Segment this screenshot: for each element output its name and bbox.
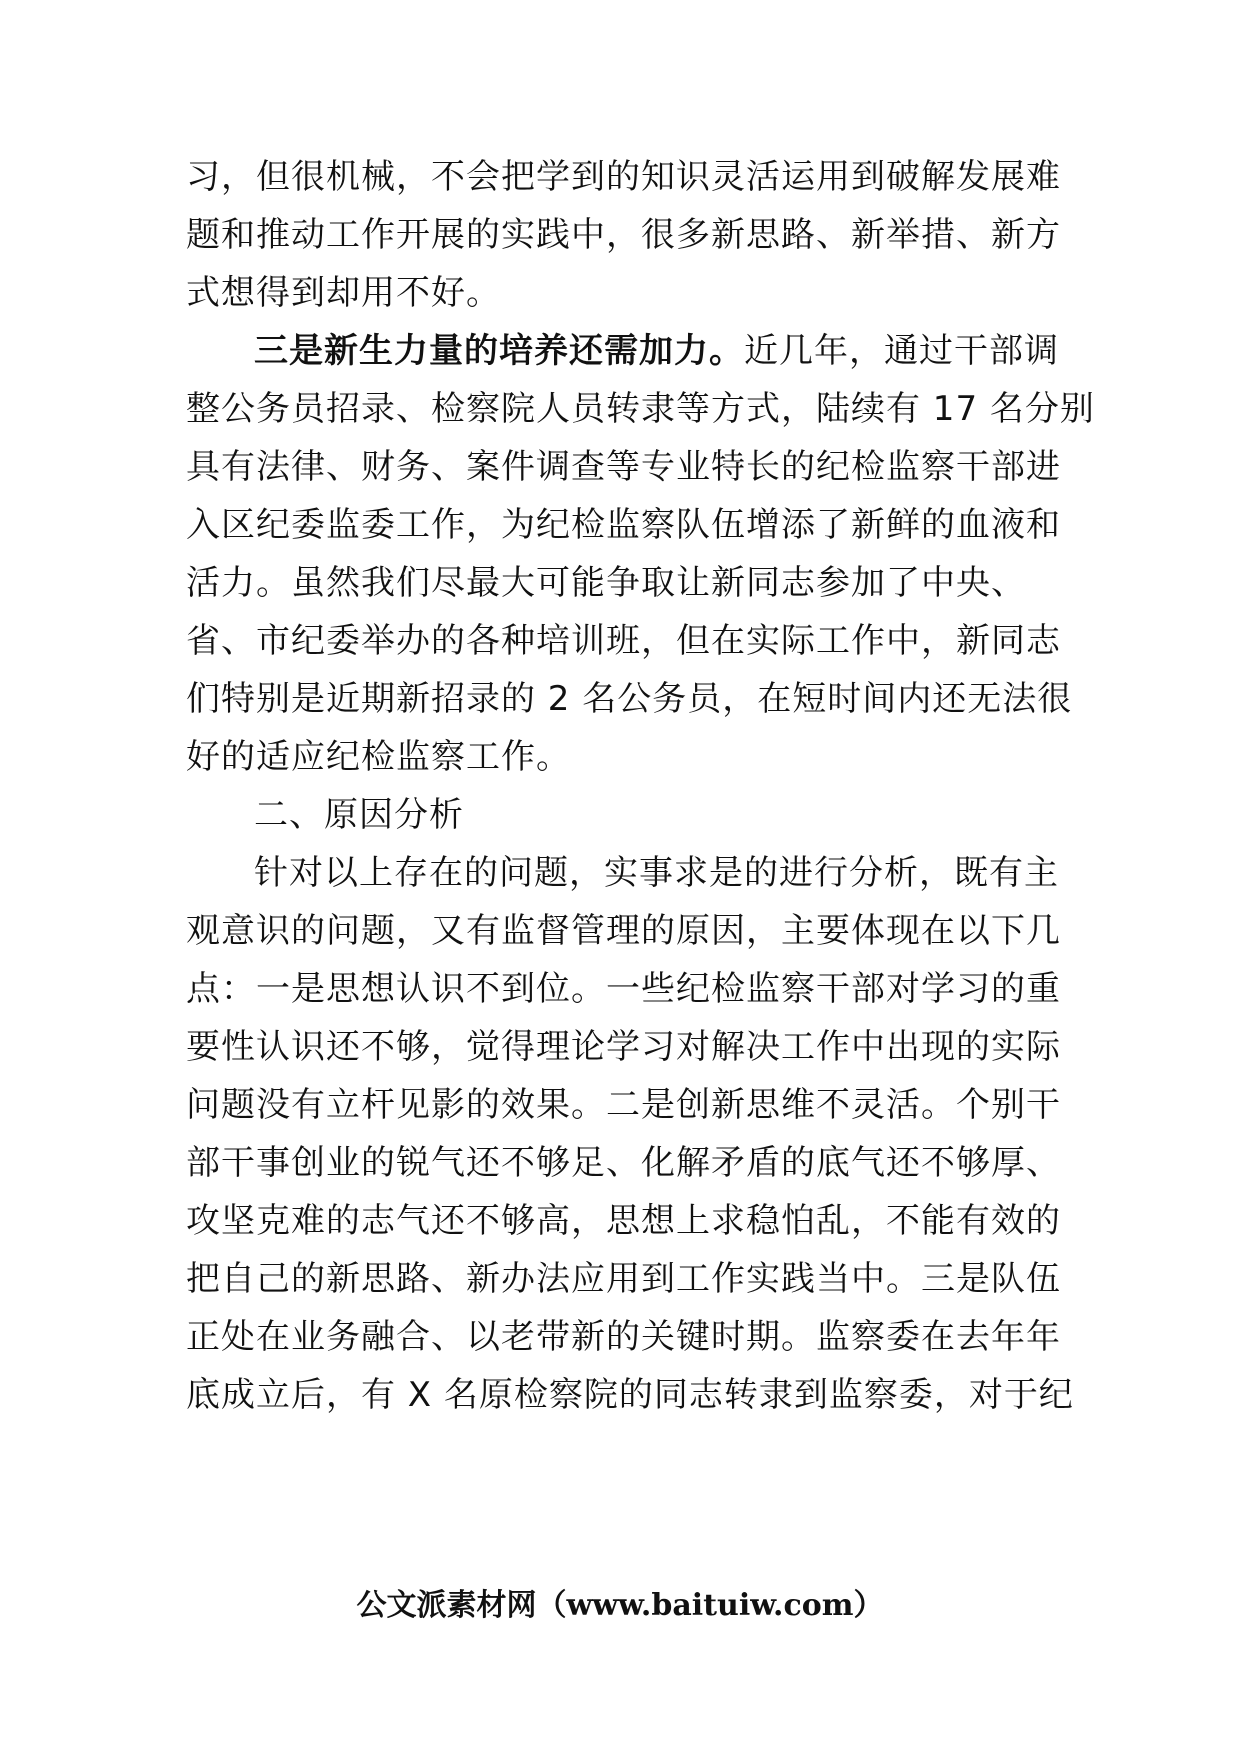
- paragraph-line: 点：一是思想认识不到位。一些纪检监察干部对学习的重: [186, 969, 1061, 1009]
- paragraph-line: 正处在业务融合、以老带新的关键时期。监察委在去年年: [186, 1317, 1061, 1357]
- paragraph-line: 习，但很机械，不会把学到的知识灵活运用到破解发展难: [186, 157, 1061, 197]
- paragraph-text: 近几年，通过干部调: [744, 331, 1059, 371]
- paragraph-line: 入区纪委监委工作，为纪检监察队伍增添了新鲜的血液和: [186, 505, 1061, 545]
- paragraph-line: 针对以上存在的问题，实事求是的进行分析，既有主: [254, 853, 1059, 893]
- section-heading: 二、原因分析: [254, 795, 464, 835]
- paragraph-line: 攻坚克难的志气还不够高，思想上求稳怕乱，不能有效的: [186, 1201, 1061, 1241]
- paragraph-line: 底成立后，有 X 名原检察院的同志转隶到监察委，对于纪: [186, 1375, 1074, 1415]
- paragraph-line: 省、市纪委举办的各种培训班，但在实际工作中，新同志: [186, 621, 1061, 661]
- paragraph-line: 们特别是近期新招录的 2 名公务员，在短时间内还无法很: [186, 679, 1073, 719]
- paragraph-line: 观意识的问题，又有监督管理的原因，主要体现在以下几: [186, 911, 1061, 951]
- paragraph-lead-bold: 三是新生力量的培养还需加力。: [254, 331, 744, 371]
- paragraph-line: 把自己的新思路、新办法应用到工作实践当中。三是队伍: [186, 1259, 1061, 1299]
- paragraph-line: 整公务员招录、检察院人员转隶等方式，陆续有 17 名分别: [186, 389, 1095, 429]
- paragraph-line: 题和推动工作开展的实践中，很多新思路、新举措、新方: [186, 215, 1061, 255]
- paragraph-line: 要性认识还不够，觉得理论学习对解决工作中出现的实际: [186, 1027, 1061, 1067]
- paragraph-line: 具有法律、财务、案件调查等专业特长的纪检监察干部进: [186, 447, 1061, 487]
- paragraph-line: 活力。虽然我们尽最大可能争取让新同志参加了中央、: [186, 563, 1026, 603]
- paragraph-line: [254, 331, 1066, 371]
- paragraph-line: 问题没有立杆见影的效果。二是创新思维不灵活。个别干: [186, 1085, 1061, 1125]
- paragraph-line: 好的适应纪检监察工作。: [186, 737, 571, 777]
- page-footer: 公文派素材网（www.baituiw.com）: [356, 1588, 884, 1623]
- paragraph-line: 式想得到却用不好。: [186, 273, 501, 313]
- paragraph-line: 部干事创业的锐气还不够足、化解矛盾的底气还不够厚、: [186, 1143, 1061, 1183]
